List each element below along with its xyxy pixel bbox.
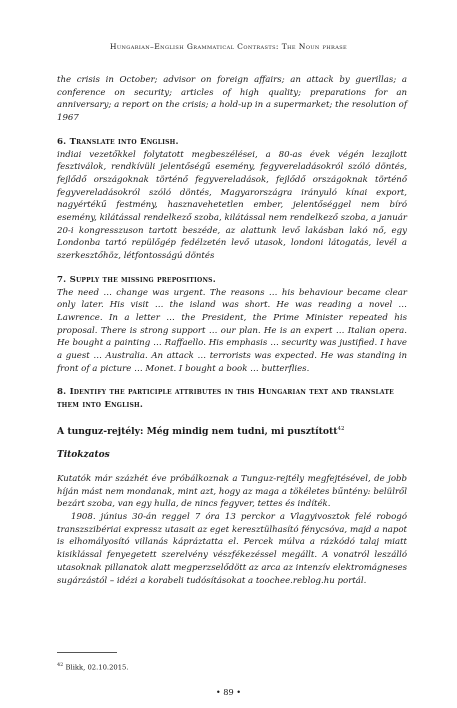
section-7-text: The need … change was urgent. The reasons … his behaviour became clear only later. His visit … the island was short. He was reading a novel … Lawrence. In a letter … the President, the Prime Minister repeated his proposal. There is strong support … our plan. He is an expert … Italian opera. He bought a painting … Raffaello. His emphasis … security was justified. I have a guest … Australia. An attack … terrorists was expected. He was standing in front of a picture … Monet. I bought a book … butterflies. xyxy=(57,287,407,374)
section-7-heading: 7. Supply the missing prepositions. xyxy=(57,274,216,285)
article-paragraph-2: 1908. június 30-án reggel 7 óra 13 perckor a Vlagyivosztok felé robogó transzszibériai expressz utasait az eget keresztülhasító fénycsóva, majd a napot is elhomályosító villanás kápráztatta el. Percek múlva a rázkódó talaj miatt kisiklással fenyegetett szerelvény vészfékezéssel megállt. A vonatról leszálló utasoknak pillanatok alatt megperzselődött az arca az intenzív elektromágneses sugárzástól – idézi a korabeli tudósításokat a toochee.reblog.hu portál. xyxy=(57,512,407,586)
article-subtitle: Titokzatos xyxy=(57,449,110,460)
running-head: Hungarian–English Grammatical Contrasts: The Noun phrase xyxy=(109,42,348,51)
article-paragraph-1: Kutatók már százhét éve próbálkoznak a Tunguz-rejtély megfejtésével, de jobb híján mást nem mondanak, mint azt, hogy az maga a tökéletes bűntény: belülről bezárt szoba, van egy hulla, de nincs fegyver, tettes és indíték. xyxy=(57,473,407,510)
article-title-text: A tunguz-rejtély: Még mindig nem tudni, mi pusztított xyxy=(57,425,338,437)
section-8-heading: 8. Identify the participle attributes in this Hungarian text and translate them into English. xyxy=(57,387,394,411)
footnote-divider xyxy=(57,652,117,653)
footnote-text: Blikk, 02.10.2015. xyxy=(65,663,129,672)
footnote xyxy=(57,662,129,671)
page-number: • 89 • xyxy=(215,687,242,697)
article-title xyxy=(57,423,407,438)
main-content xyxy=(57,74,407,587)
section-6-text: indiai vezetőkkel folytatott megbeszélései, a 80-as évek végén lezajlott fesztiválok, rendkívüli jelentőségű esemény, fegyvereladásokról szóló döntés, fejlődő országoknak történő fegyvereladások, fejlődő országoknak történő fegyvereladásokról szóló döntés, Magyarországra irányuló kínai export, nagyértékű festmény, hasznavehetetlen ember, jelentőséggel nem bíró esemény, kilátással rendelkező szoba, kilátással nem rendelkező szoba, a január 20-i kongresszuson tartott beszéde, az alattunk levő lakásban lakó nő, egy Londonba tartó repülőgép fedélzetén levő utasok, londoni látogatás, levél a szerkesztőhöz, létfontosságú döntés xyxy=(57,149,407,262)
section-6-heading: 6. Translate into English. xyxy=(57,136,179,147)
exercise-continuation-text: the crisis in October; advisor on foreign affairs; an attack by guerillas; a conference on security; articles of high quality; preparations for an anniversary; a report on the crisis; a hold-up in a supermarket; the resolution of 1967 xyxy=(57,75,407,124)
footnote-reference[interactable]: 42 xyxy=(337,425,345,432)
footnote-number: 42 xyxy=(57,662,64,668)
